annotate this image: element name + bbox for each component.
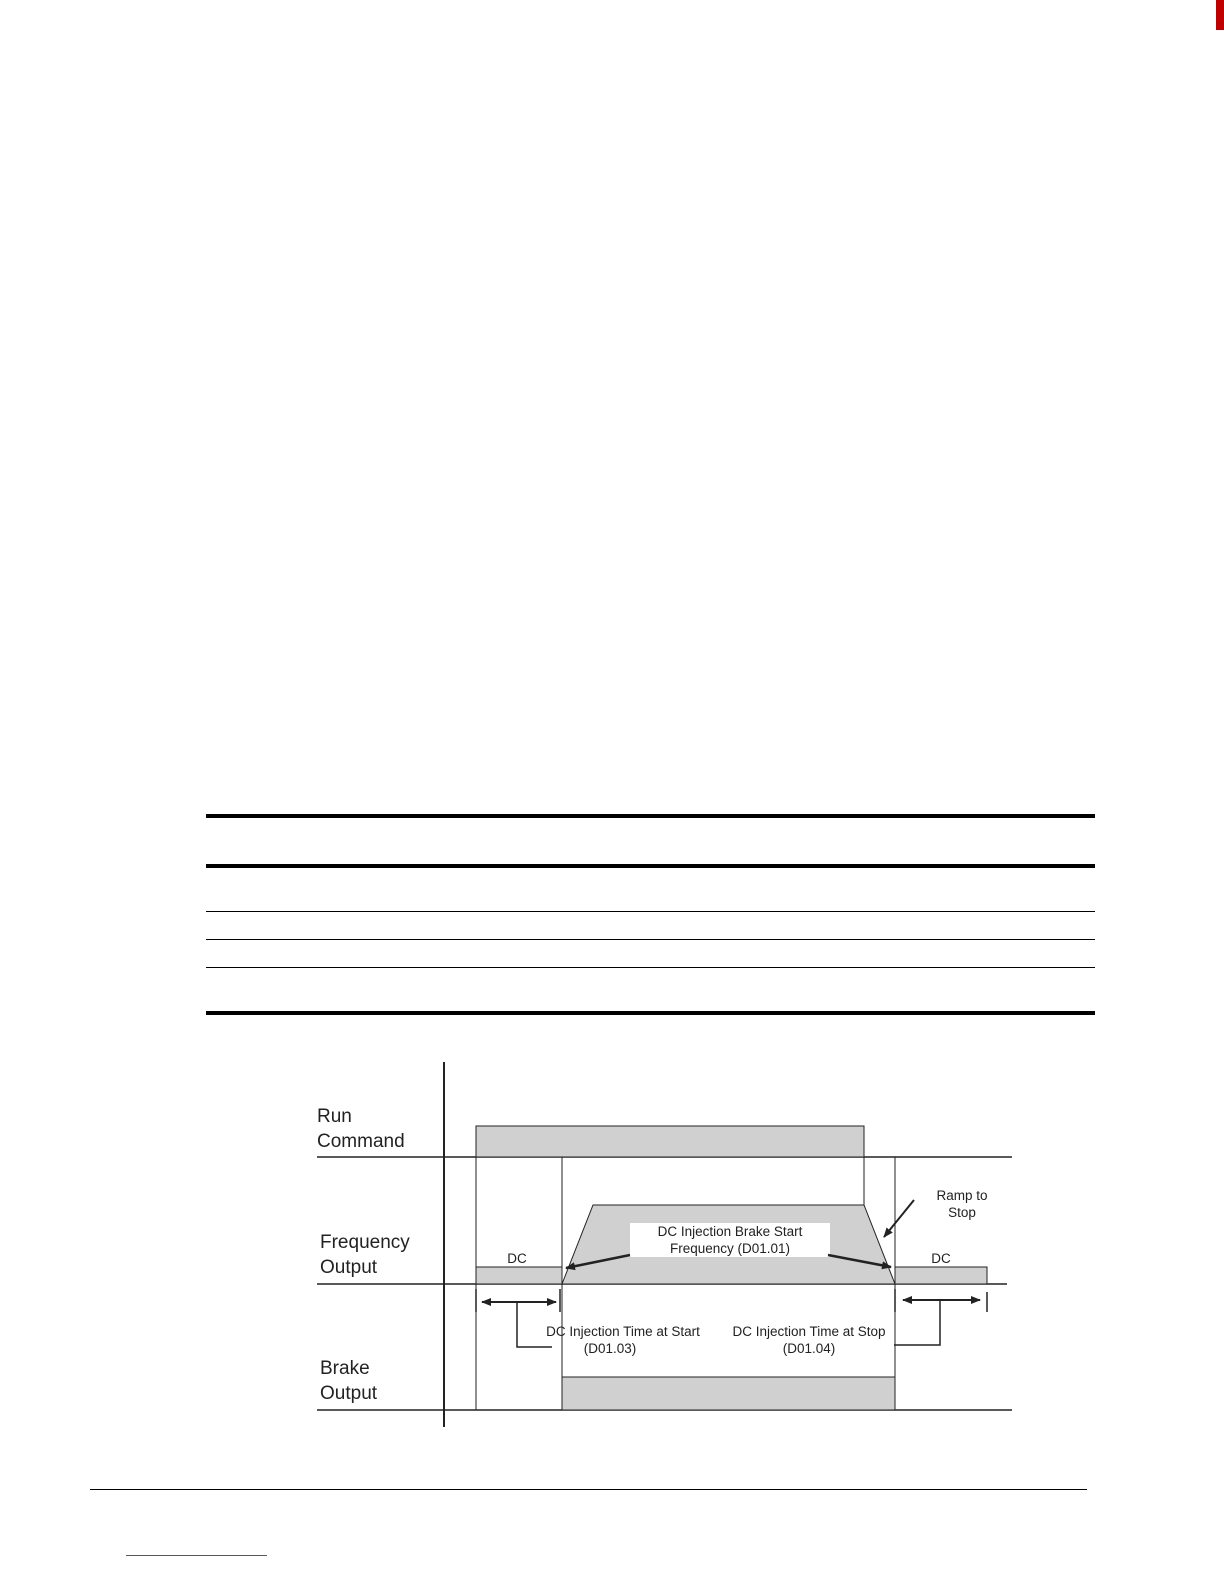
table-top-rule xyxy=(206,814,1095,818)
table-row-divider xyxy=(206,939,1095,940)
dc-start-label: DC xyxy=(507,1251,527,1266)
run-command-label-line2: Command xyxy=(317,1131,405,1152)
brake-output-pulse xyxy=(562,1377,895,1410)
brake-start-frequency-line2: Frequency (D01.01) xyxy=(669,1241,791,1256)
ramp-to-stop-arrow xyxy=(884,1200,914,1237)
dc-injection-stop-block xyxy=(895,1267,987,1284)
table-row-divider xyxy=(206,967,1095,968)
brake-output-label-line1: Brake xyxy=(320,1358,370,1379)
run-command-label-line1: Run xyxy=(317,1106,352,1127)
dc-injection-timing-diagram xyxy=(300,1055,1020,1435)
ramp-to-stop-label-line1: Ramp to xyxy=(936,1188,988,1203)
frequency-output-label-line1: Frequency xyxy=(320,1232,410,1253)
brake-output-label-line2: Output xyxy=(320,1383,378,1404)
time-at-stop-label-line2: (D01.04) xyxy=(782,1341,836,1356)
run-command-pulse xyxy=(476,1126,864,1157)
time-at-start-label-line1: DC Injection Time at Start xyxy=(546,1324,700,1339)
time-at-stop-leader xyxy=(894,1300,940,1345)
brake-start-frequency-line1: DC Injection Brake Start xyxy=(657,1224,803,1239)
page-edge-accent xyxy=(1216,0,1224,30)
table-header-rule xyxy=(206,864,1095,868)
dc-injection-start-block xyxy=(476,1267,562,1284)
ramp-to-stop-label-line2: Stop xyxy=(948,1205,976,1220)
frequency-output-label-line2: Output xyxy=(320,1257,378,1278)
dc-stop-label: DC xyxy=(931,1251,951,1266)
footer-link[interactable] xyxy=(126,1555,267,1556)
table-row-divider xyxy=(206,911,1095,912)
time-at-start-label-line2: (D01.03) xyxy=(583,1341,637,1356)
time-at-stop-label-line1: DC Injection Time at Stop xyxy=(732,1324,886,1339)
table-bottom-rule xyxy=(206,1011,1095,1015)
footer-rule xyxy=(90,1489,1087,1490)
